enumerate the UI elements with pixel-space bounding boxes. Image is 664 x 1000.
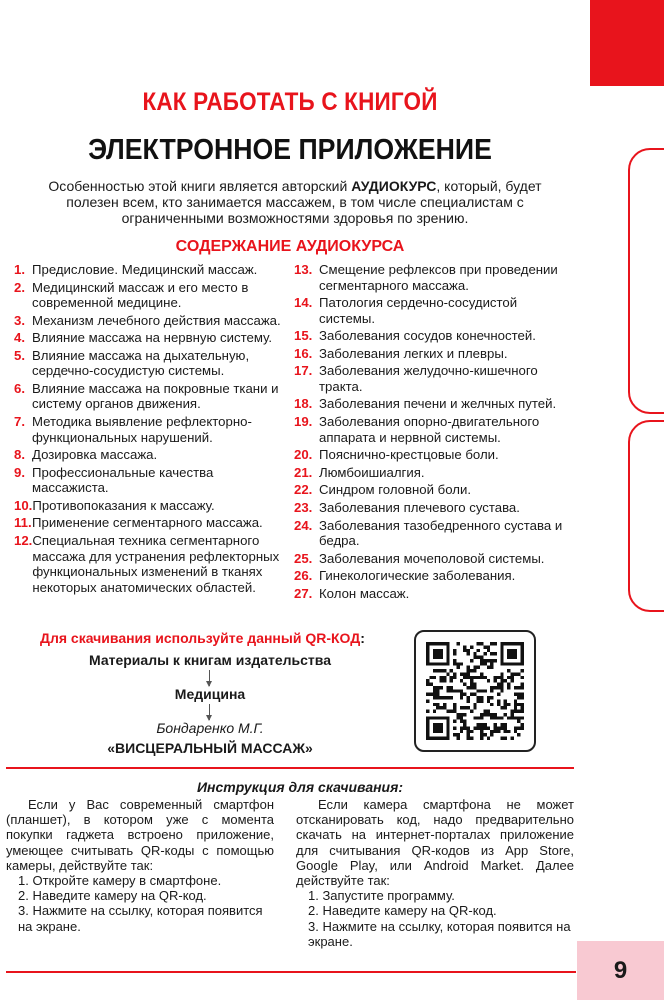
contents-item-text: Патология сердечно-сосудистой системы. <box>319 295 518 326</box>
contents-item-number: 27. <box>294 585 313 601</box>
contents-item-number: 3. <box>14 312 25 328</box>
contents-item-text: Синдром головной боли. <box>319 482 471 498</box>
instructions-col-right <box>296 797 574 949</box>
contents-list-left <box>14 262 282 597</box>
contents-item <box>14 515 282 531</box>
qr-download-note <box>40 630 365 646</box>
page-title: ЭЛЕКТРОННОЕ ПРИЛОЖЕНИЕ <box>88 134 492 166</box>
instructions-right-paragraph: Если камера смартфона не может отсканировать код, надо предварительно скачать на интернет-порталах приложение для считывания QR-кодов из App Store, Google Play, или Android Market. Далее действуйте так: <box>296 797 574 889</box>
contents-item <box>14 498 282 514</box>
contents-item <box>14 465 282 496</box>
contents-item-text: Методика выявление рефлекторно-функциональных нарушений. <box>32 414 252 445</box>
contents-item <box>14 280 282 311</box>
contents-item-number: 25. <box>294 550 313 566</box>
contents-item-number: 7. <box>14 414 25 430</box>
intro-bold-audiocourse: АУДИОКУРС <box>351 178 437 194</box>
instructions-col-left <box>6 797 274 934</box>
intro-rest: , который, будет полезен всем, кто занимается массажем, в том числе специалистам с ограниченными возможностями здоровья по зрению. <box>66 178 542 226</box>
path-step-publisher: Материалы к книгам издательства <box>88 652 331 668</box>
contents-item-text: Заболевания опорно-двигательного аппарата и нервной системы. <box>319 414 540 445</box>
qr-note-colon: : <box>360 630 365 646</box>
qr-note-text: Для скачивания используйте данный QR-КОД <box>40 630 361 646</box>
contents-item-number: 13. <box>294 262 313 277</box>
contents-item-number: 5. <box>14 347 25 363</box>
contents-item-text: Влияние массажа на нервную систему. <box>32 330 272 346</box>
instruction-step: 2. Наведите камеру на QR-код. <box>308 903 497 919</box>
contents-item <box>294 500 574 516</box>
contents-item-text: Заболевания печени и желчных путей. <box>319 396 557 412</box>
contents-item-number: 26. <box>294 568 313 584</box>
instructions-left-steps <box>6 873 274 934</box>
contents-item-text: Заболевания плечевого сустава. <box>319 499 520 515</box>
contents-item <box>14 262 282 278</box>
contents-item-text: Заболевания мочеполовой системы. <box>319 550 545 566</box>
path-step-category: Медицина <box>174 686 246 702</box>
intro-text <box>40 178 550 226</box>
section-title: КАК РАБОТАТЬ С КНИГОЙ <box>142 88 438 116</box>
contents-item <box>294 518 574 549</box>
contents-item-text: Влияние массажа на покровные ткани и систему органов движения. <box>32 380 279 412</box>
contents-item <box>14 330 282 346</box>
contents-item-text: Заболевания легких и плевры. <box>319 345 508 361</box>
contents-item-text: Противопоказания к массажу. <box>32 497 215 513</box>
contents-item-text: Смещение рефлексов при проведении сегментарного массажа. <box>319 262 558 293</box>
section-divider <box>6 767 574 769</box>
contents-item-text: Колон массаж. <box>319 585 410 601</box>
contents-item-text: Медицинский массаж и его место в современной медицине. <box>32 279 249 311</box>
instructions-left-paragraph: Если у Вас современный смартфон (планшет), в котором уже с момента покупки гаджета встроено приложение, умеющее считывать QR-коды с помощью камеры, действуйте так: <box>6 797 274 873</box>
instruction-step: 3. Нажмите на ссылку, которая появится на экране. <box>18 903 263 934</box>
side-tab-outline <box>628 420 664 612</box>
contents-item-text: Люмбоишиалгия. <box>319 464 425 480</box>
download-path <box>60 652 360 762</box>
contents-item <box>294 396 574 412</box>
contents-item-number: 21. <box>294 464 313 480</box>
contents-item-number: 17. <box>294 363 313 379</box>
contents-item-number: 15. <box>294 328 313 344</box>
contents-item <box>294 447 574 463</box>
contents-item <box>14 348 282 379</box>
contents-item <box>294 328 574 344</box>
contents-item-text: Заболевания сосудов конечностей. <box>319 328 536 344</box>
contents-item-text: Профессиональные качества массажиста. <box>32 464 214 496</box>
arrow-down-icon <box>209 670 210 686</box>
side-tab-outline <box>628 148 664 414</box>
contents-item-number: 4. <box>14 330 25 346</box>
contents-item <box>14 533 282 595</box>
page-number: 9 <box>577 941 664 1000</box>
instructions-title: Инструкция для скачивания: <box>196 779 404 795</box>
contents-item-text: Влияние массажа на дыхательную, сердечно-сосудистую системы. <box>32 347 250 379</box>
contents-item-text: Дозировка массажа. <box>32 447 158 463</box>
contents-item-number: 6. <box>14 380 25 396</box>
instruction-step: 1. Запустите программу. <box>308 888 455 904</box>
contents-item-text: Пояснично-крестцовые боли. <box>319 447 499 463</box>
contents-item <box>14 381 282 412</box>
contents-item-number: 12. <box>14 533 33 549</box>
contents-item-number: 9. <box>14 464 25 480</box>
contents-item-text: Механизм лечебного действия массажа. <box>32 312 281 328</box>
contents-item <box>294 568 574 584</box>
contents-title: СОДЕРЖАНИЕ АУДИОКУРСА <box>175 238 405 255</box>
contents-item <box>14 414 282 445</box>
contents-item-text: Заболевания тазобедренного сустава и бедра. <box>319 517 563 549</box>
qr-code[interactable] <box>414 630 536 752</box>
contents-item <box>294 551 574 567</box>
contents-item-text: Специальная техника сегментарного массажа для устранения рефлекторных функциональных изменений в тканях некоторых анатомических областей. <box>32 533 280 595</box>
contents-item-number: 16. <box>294 345 313 361</box>
contents-item <box>14 313 282 329</box>
contents-item-number: 2. <box>14 279 25 295</box>
contents-item-number: 14. <box>294 295 313 311</box>
contents-item <box>294 262 574 293</box>
instruction-step: 3. Нажмите на ссылку, которая появится на экране. <box>308 918 571 949</box>
intro-prefix: Особенностью этой книги является авторский <box>48 178 352 194</box>
bottom-divider <box>6 971 576 973</box>
instruction-step: 1. Откройте камеру в смартфоне. <box>18 873 222 889</box>
contents-item-number: 19. <box>294 414 313 430</box>
contents-item-number: 18. <box>294 396 313 412</box>
contents-item <box>14 447 282 463</box>
contents-list-right <box>294 262 574 603</box>
path-step-author: Бондаренко М.Г. <box>156 720 264 736</box>
contents-item-number: 23. <box>294 499 313 515</box>
contents-item-text: Применение сегментарного массажа. <box>32 515 263 531</box>
contents-item-text: Гинекологические заболевания. <box>319 568 516 584</box>
arrow-down-icon <box>209 704 210 720</box>
instructions-right-steps <box>296 888 574 949</box>
contents-item-number: 22. <box>294 482 313 498</box>
contents-item-number: 11. <box>14 515 32 531</box>
contents-item <box>294 482 574 498</box>
corner-red-tab <box>590 0 664 86</box>
contents-item <box>294 414 574 445</box>
contents-item-text: Заболевания желудочно-кишечного тракта. <box>319 363 538 394</box>
contents-item-number: 20. <box>294 447 313 463</box>
contents-item <box>294 465 574 481</box>
contents-item-number: 10. <box>14 497 33 513</box>
path-step-book-title: «ВИСЦЕРАЛЬНЫЙ МАССАЖ» <box>107 740 313 756</box>
contents-item-text: Предисловие. Медицинский массаж. <box>32 262 258 277</box>
contents-item <box>294 586 574 602</box>
instruction-step: 2. Наведите камеру на QR-код. <box>18 888 207 904</box>
contents-item-number: 1. <box>14 262 25 277</box>
qr-code-icon <box>426 642 524 740</box>
contents-item <box>294 295 574 326</box>
contents-item-number: 8. <box>14 447 25 463</box>
contents-item-number: 24. <box>294 517 313 533</box>
contents-item <box>294 346 574 362</box>
contents-item <box>294 363 574 394</box>
